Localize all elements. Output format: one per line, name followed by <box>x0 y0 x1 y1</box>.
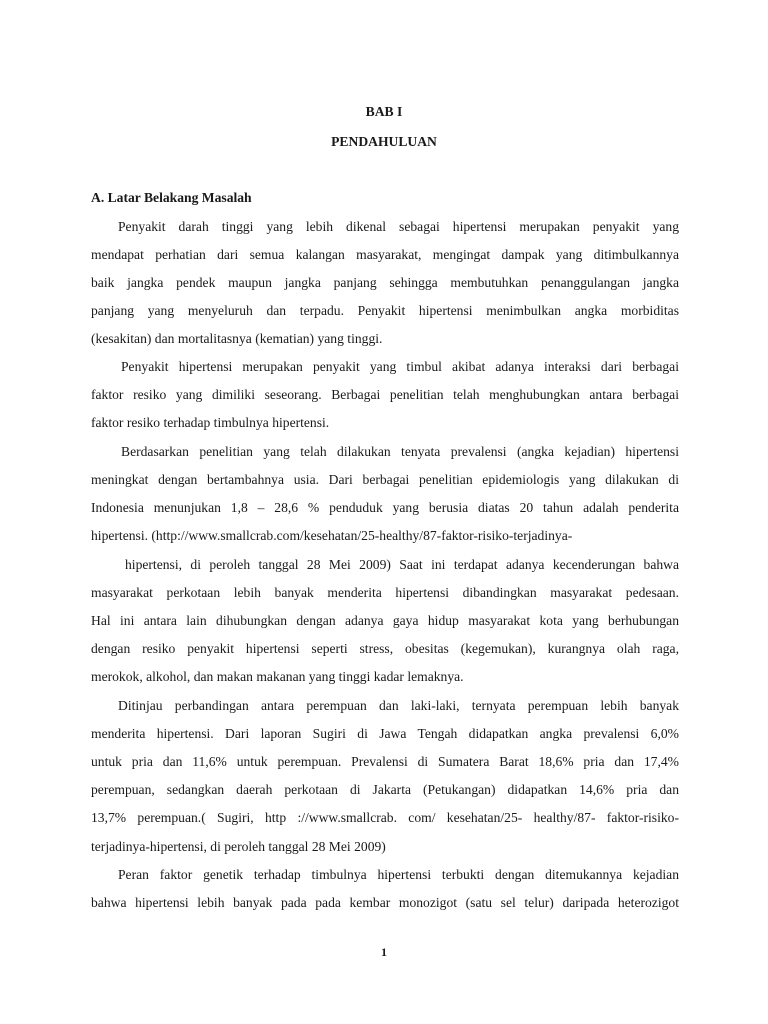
paragraph-line: bahwa hipertensi lebih banyak pada pada kembar monozigot (satu sel telur) daripada heterozigot <box>91 895 679 910</box>
paragraph-line: Hal ini antara lain dihubungkan dengan adanya gaya hidup masyarakat kota yang berhubungan <box>91 613 679 628</box>
paragraph-line: Berdasarkan penelitian yang telah dilakukan tenyata prevalensi (angka kejadian) hipertensi <box>121 444 679 459</box>
paragraph-line: menderita hipertensi. Dari laporan Sugiri di Jawa Tengah didapatkan angka prevalensi 6,0% <box>91 726 679 741</box>
paragraph-line: dengan resiko penyakit hipertensi seperti stress, obesitas (kegemukan), kurangnya olah raga, <box>91 641 679 656</box>
chapter-number: BAB I <box>365 104 403 119</box>
paragraph-line: Ditinjau perbandingan antara perempuan dan laki-laki, ternyata perempuan lebih banyak <box>118 698 679 713</box>
paragraph-line: untuk pria dan 11,6% untuk perempuan. Prevalensi di Sumatera Barat 18,6% pria dan 17,4% <box>91 754 679 769</box>
paragraph-line: perempuan, sedangkan daerah perkotaan di Jakarta (Petukangan) didapatkan 14,6% pria dan <box>91 782 679 797</box>
paragraph-line: panjang yang menyeluruh dan terpadu. Penyakit hipertensi menimbulkan angka morbiditas <box>91 303 679 318</box>
paragraph-line: baik jangka pendek maupun jangka panjang sehingga membutuhkan penanggulangan jangka <box>91 275 679 290</box>
paragraph-line: meningkat dengan bertambahnya usia. Dari berbagai penelitian epidemiologis yang dilakukan di <box>91 472 679 487</box>
paragraph-line: masyarakat perkotaan lebih banyak menderita hipertensi dibandingkan masyarakat pedesaan. <box>91 585 679 600</box>
paragraph-line: Peran faktor genetik terhadap timbulnya hipertensi terbukti dengan ditemukannya kejadian <box>118 867 679 882</box>
paragraph-line: faktor resiko terhadap timbulnya hipertensi. <box>91 415 330 430</box>
paragraph-line: faktor resiko yang dimiliki seseorang. Berbagai penelitian telah menghubungkan antara berbagai <box>91 387 679 402</box>
paragraph-line: Penyakit darah tinggi yang lebih dikenal sebagai hipertensi merupakan penyakit yang <box>118 219 679 234</box>
paragraph-line: mendapat perhatian dari semua kalangan masyarakat, mengingat dampak yang ditimbulkannya <box>91 247 679 262</box>
paragraph-line: hipertensi, di peroleh tanggal 28 Mei 2009) Saat ini terdapat adanya kecenderungan bahwa <box>125 557 679 572</box>
paragraph-line: merokok, alkohol, dan makan makanan yang tinggi kadar lemaknya. <box>91 669 464 684</box>
paragraph-line: terjadinya-hipertensi, di peroleh tanggal 28 Mei 2009) <box>91 839 386 854</box>
chapter-title: PENDAHULUAN <box>331 134 437 149</box>
paragraph-line: (kesakitan) dan mortalitasnya (kematian) yang tinggi. <box>91 331 383 346</box>
section-heading: A. Latar Belakang Masalah <box>91 190 252 205</box>
paragraph-line: Penyakit hipertensi merupakan penyakit yang timbul akibat adanya interaksi dari berbagai <box>121 359 679 374</box>
paragraph-line: 13,7% perempuan.( Sugiri, http ://www.smallcrab. com/ kesehatan/25- healthy/87- faktor-risiko- <box>91 810 679 825</box>
page-number: 1 <box>381 945 387 959</box>
paragraph-line: Indonesia menunjukan 1,8 – 28,6 % penduduk yang berusia diatas 20 tahun adalah penderita <box>91 500 679 515</box>
paragraph-line: hipertensi. (http://www.smallcrab.com/kesehatan/25-healthy/87-faktor-risiko-terjadinya- <box>91 528 573 543</box>
